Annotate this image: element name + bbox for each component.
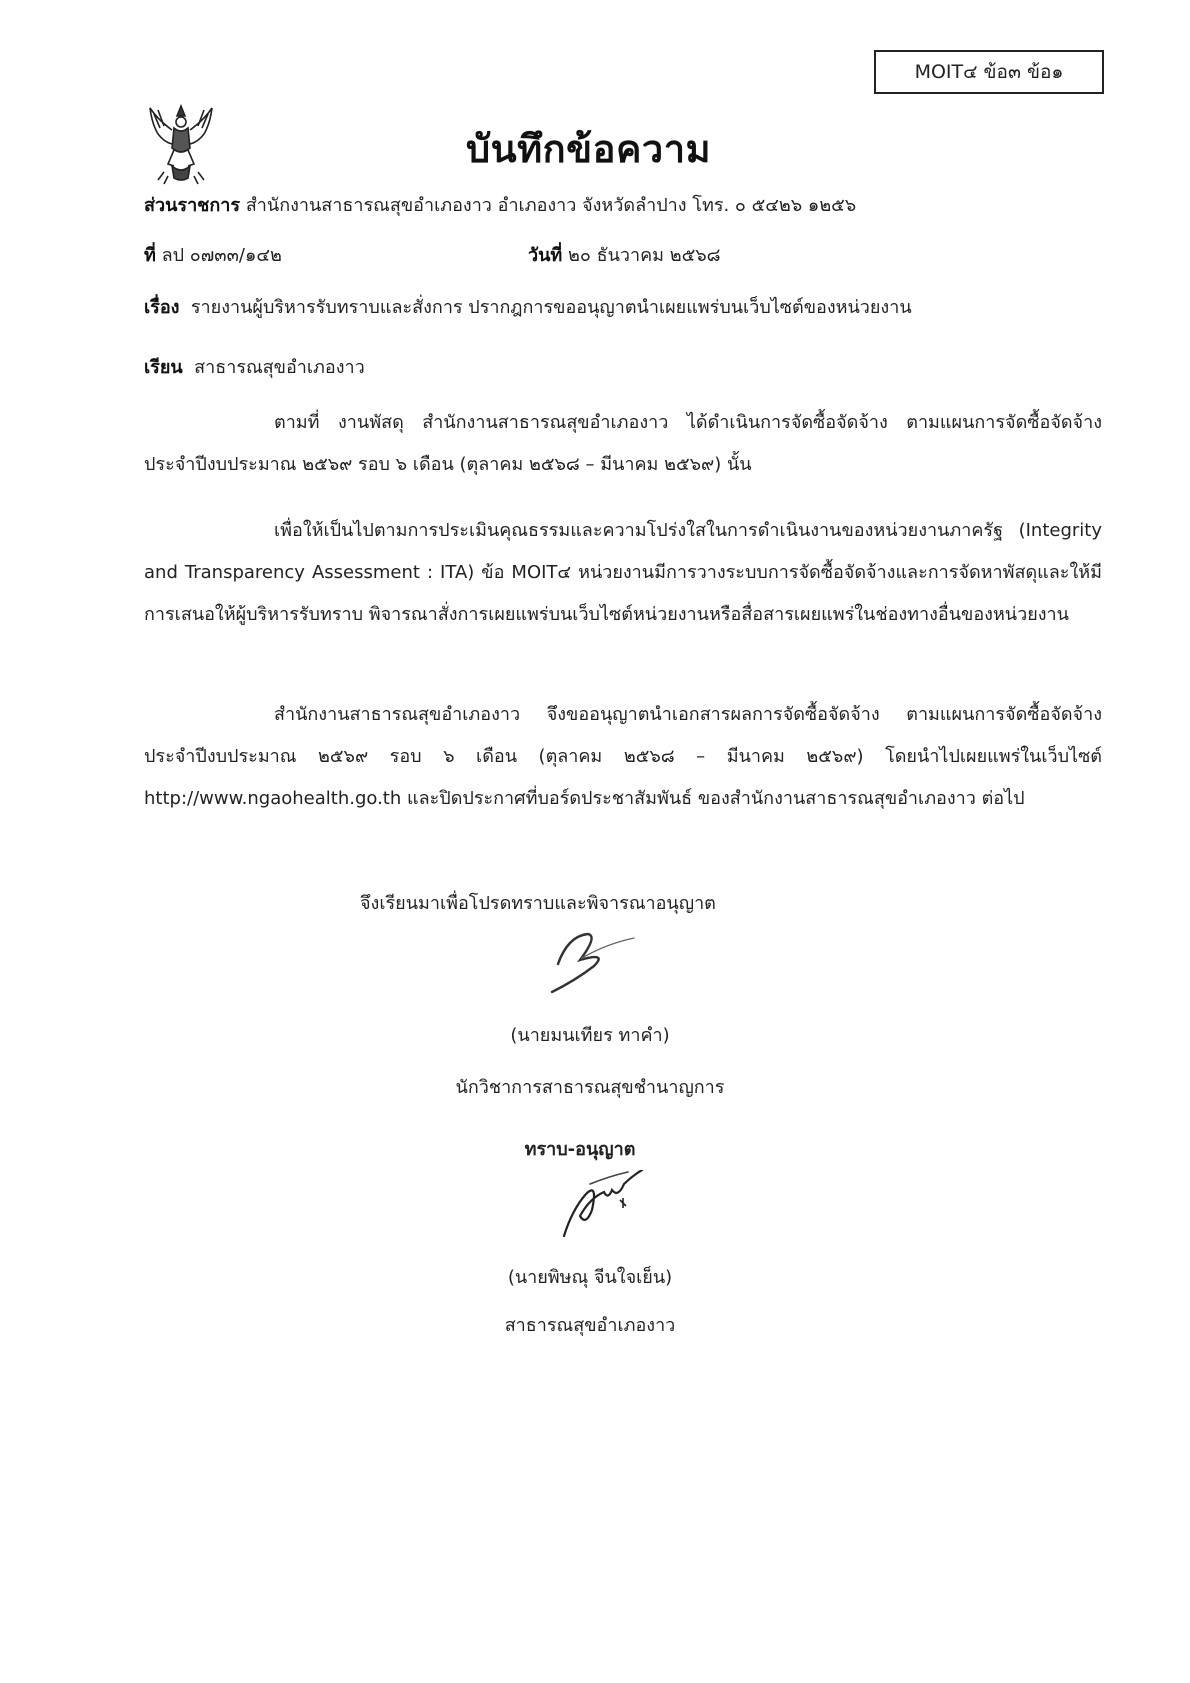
reference-code-box: MOIT๔ ข้อ๓ ข้อ๑ (874, 50, 1104, 94)
signer-1-position: นักวิชาการสาธารณสุขชำนาญการ (455, 1077, 725, 1098)
subject-label: เรื่อง (144, 297, 180, 318)
subject-value: รายงานผู้บริหารรับทราบและสั่งการ ปรากฎการขออนุญาตนำเผยแพร่บนเว็บไซต์ของหน่วยงาน (190, 297, 912, 318)
approval-label: ทราบ-อนุญาต (524, 1139, 636, 1160)
agency-row (144, 190, 856, 219)
approver-position: สาธารณสุขอำเภองาว (504, 1315, 676, 1336)
closing-line: จึงเรียนมาเพื่อโปรดทราบและพิจารณาอนุญาต (360, 893, 716, 914)
salutation-value: สาธารณสุขอำเภองาว (194, 357, 365, 378)
date-label: วันที่ (528, 245, 563, 266)
reference-label: ที่ (144, 245, 156, 266)
agency-label: ส่วนราชการ (144, 195, 241, 216)
signature-1-icon (548, 930, 638, 1004)
signer-1-name: (นายมนเทียร ทาคำ) (510, 1025, 670, 1046)
document-title: บันทึกข้อความ (466, 127, 712, 171)
reference-row (144, 240, 282, 269)
salutation-row (144, 352, 365, 381)
garuda-emblem-icon (144, 100, 218, 186)
date-value: ๒๐ ธันวาคม ๒๕๖๘ (568, 245, 721, 266)
salutation-label: เรียน (144, 357, 183, 378)
agency-value: สำนักงานสาธารณสุขอำเภองาว อำเภองาว จังหวัดลำปาง โทร. ๐ ๕๔๒๖ ๑๒๕๖ (245, 195, 857, 216)
subject-row (144, 292, 912, 321)
reference-value: ลป ๐๗๓๓/๑๔๒ (161, 245, 282, 266)
body-paragraph-2: เพื่อให้เป็นไปตามการประเมินคุณธรรมและความโปร่งใสในการดำเนินงานของหน่วยงานภาครัฐ (Integrity and Transparency Assessment : ITA) ข้อ MOIT๔ หน่วยงานมีการวางระบบการจัดซื้อจัดจ้างและการจัดหาพัสดุและให้มีการเสนอให้ผู้บริหารรับทราบ พิจารณาสั่งการเผยแพร่บนเว็บไซต์หน่วยงานหรือสื่อสารเผยแพร่ในช่องทางอื่นของหน่วยงาน (144, 520, 1102, 625)
approver-name: (นายพิษณุ จีนใจเย็น) (507, 1267, 673, 1288)
date-row (528, 240, 721, 269)
body-paragraph-1: ตามที่ งานพัสดุ สำนักงานสาธารณสุขอำเภองาว ได้ดำเนินการจัดซื้อจัดจ้าง ตามแผนการจัดซื้อจัดจ้าง ประจำปีงบประมาณ ๒๕๖๙ รอบ ๖ เดือน (ตุลาคม ๒๕๖๘ – มีนาคม ๒๕๖๙) นั้น (144, 412, 1102, 475)
signature-2-icon (550, 1170, 650, 1244)
body-paragraph-3: สำนักงานสาธารณสุขอำเภองาว จึงขออนุญาตนำเอกสารผลการจัดซื้อจัดจ้าง ตามแผนการจัดซื้อจัดจ้าง ประจำปีงบประมาณ ๒๕๖๙ รอบ ๖ เดือน (ตุลาคม ๒๕๖๘ – มีนาคม ๒๕๖๙) โดยนำไปเผยแพร่ในเว็บไซต์ http://www.ngaohealth.go.th และปิดประกาศที่บอร์ดประชาสัมพันธ์ ของสำนักงานสาธารณสุขอำเภองาว ต่อไป (144, 704, 1102, 809)
